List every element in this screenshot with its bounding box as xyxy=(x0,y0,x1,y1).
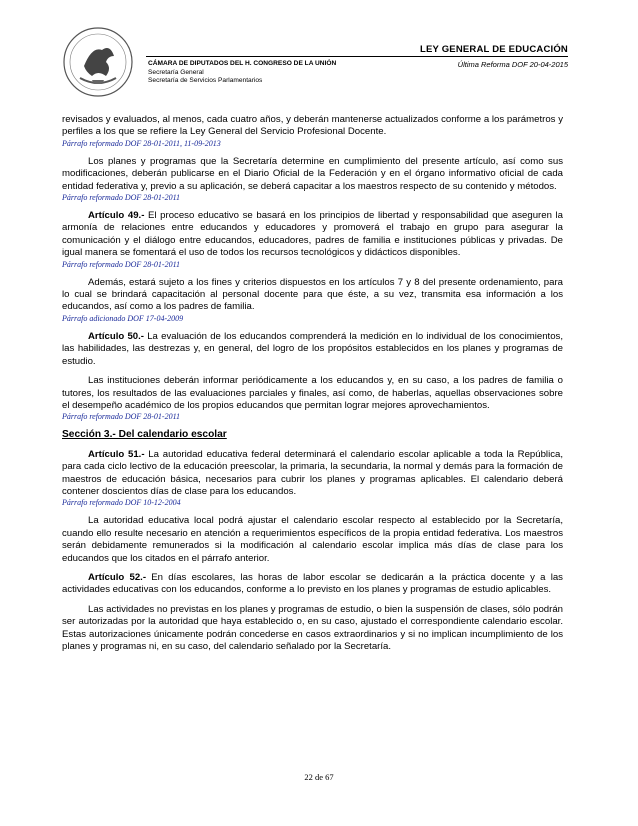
header-divider xyxy=(146,56,568,57)
chamber-name: CÁMARA DE DIPUTADOS DEL H. CONGRESO DE LA UNIÓN xyxy=(148,60,337,67)
mexican-coat-of-arms-seal xyxy=(62,26,134,98)
paragraph: revisados y evaluados, al menos, cada cuatro años, y deberán mantenerse actualizados conforme a los parámetros y perfiles a los que se refiere la Ley General del Servicio Profesional Docente. xyxy=(62,114,563,138)
article-49 xyxy=(62,210,563,260)
paragraph: Las instituciones deberán informar periódicamente a los educandos y, en su caso, a los padres de familia o tutores, los resultados de las evaluaciones parciales y finales, así como, de haberlas, aquellas observaciones sobre el desempeño académico de los propios educandos que permitan lograr mejores aprovechamientos. xyxy=(62,375,563,411)
reform-note: Párrafo reformado DOF 28-01-2011 xyxy=(62,259,180,269)
paragraph: Los planes y programas que la Secretaría determine en cumplimiento del presente artículo, así como sus modificaciones, deberán publicarse en el Diario Oficial de la Federación y en el órgano informativo oficial de cada entidad federativa y, previo a su aplicación, se deberá capacitar a los maestros respecto de su contenido y métodos. xyxy=(62,155,563,192)
section-heading-text: Sección 3.- Del calendario escolar xyxy=(62,429,227,441)
article-label: Artículo 51.- xyxy=(88,448,145,460)
section-heading xyxy=(62,429,563,441)
reform-note: Párrafo reformado DOF 28-01-2011, 11-09-2013 xyxy=(62,138,221,148)
document-body xyxy=(62,114,563,653)
reform-note: Párrafo reformado DOF 28-01-2011 xyxy=(62,412,180,422)
article-52 xyxy=(62,572,563,597)
secretaria-general: Secretaría General xyxy=(148,68,204,76)
paragraph: Las actividades no previstas en los planes y programas de estudio, o bien la suspensión de clases, sólo podrán ser autorizadas por la autoridad que haya establecido o, en su caso, ajustado el correspondiente calendario escolar. Estas autorizaciones únicamente podrán concederse en casos extraordinarios y si no implican incumplimiento de los planes y programas ni, en su caso, del calendario señalado por la Secretaría. xyxy=(62,603,563,652)
article-text: La evaluación de los educandos comprenderá la medición en lo individual de los conocimientos, las habilidades, las destrezas y, en general, del logro de los propósitos establecidos en los planes y programas de estudio. xyxy=(62,330,563,367)
article-label: Artículo 49.- xyxy=(88,210,145,222)
page-number: 22 de 67 xyxy=(304,772,334,782)
reform-note: Párrafo reformado DOF 10-12-2004 xyxy=(62,498,181,508)
article-label: Artículo 50.- xyxy=(88,330,144,342)
secretaria-servicios: Secretaría de Servicios Parlamentarios xyxy=(148,77,263,85)
article-label: Artículo 52.- xyxy=(88,571,147,583)
reform-note: Párrafo adicionado DOF 17-04-2009 xyxy=(62,313,184,323)
article-50 xyxy=(62,331,563,368)
article-text: La autoridad educativa federal determinará el calendario escolar aplicable a toda la República, para cada ciclo lectivo de la educación preescolar, la primaria, la secundaria, la normal y demás para la formación de maestros de educación básica, necesarios para cubrir los planes y programas aplicables. El calendario deberá contener doscientos días de clase para los educandos. xyxy=(62,448,563,497)
article-51 xyxy=(62,449,563,499)
article-text: En días escolares, las horas de labor escolar se dedicarán a la práctica docente y a las actividades educativas con los educandos, conforme a lo previsto en los planes y programas de estudio aplicables. xyxy=(62,571,563,596)
paragraph: Además, estará sujeto a los fines y criterios dispuestos en los artículos 7 y 8 del presente ordenamiento, para lo cual se brindará capacitación al personal docente para que éste, a su vez, transmita esa información a los educandos, así como a los padres de familia. xyxy=(62,276,563,313)
paragraph: La autoridad educativa local podrá ajustar el calendario escolar respecto al establecido por la Secretaría, cuando ello resulte necesario en atención a requerimientos específicos de la propia entidad federativa. Los maestros serán debidamente remunerados si la modificación al calendario escolar implica más días de clase para los educandos que los citados en el párrafo anterior. xyxy=(62,515,563,564)
reform-note: Párrafo reformado DOF 28-01-2011 xyxy=(62,193,180,203)
last-reform: Última Reforma DOF 20-04-2015 xyxy=(457,60,568,69)
article-text: El proceso educativo se basará en los principios de libertad y responsabilidad que aseguren la armonía de relaciones entre educandos y educadores y promoverá el trabajo en grupo para asegurar la comunicación y el diálogo entre educandos, educadores, padres de familia e instituciones públicas y privadas. De igual manera se fomentará el uso de todos los recursos tecnológicos y didácticos disponibles. xyxy=(62,210,563,259)
document-title: LEY GENERAL DE EDUCACIÓN xyxy=(419,44,568,55)
issuer-block xyxy=(148,60,336,86)
